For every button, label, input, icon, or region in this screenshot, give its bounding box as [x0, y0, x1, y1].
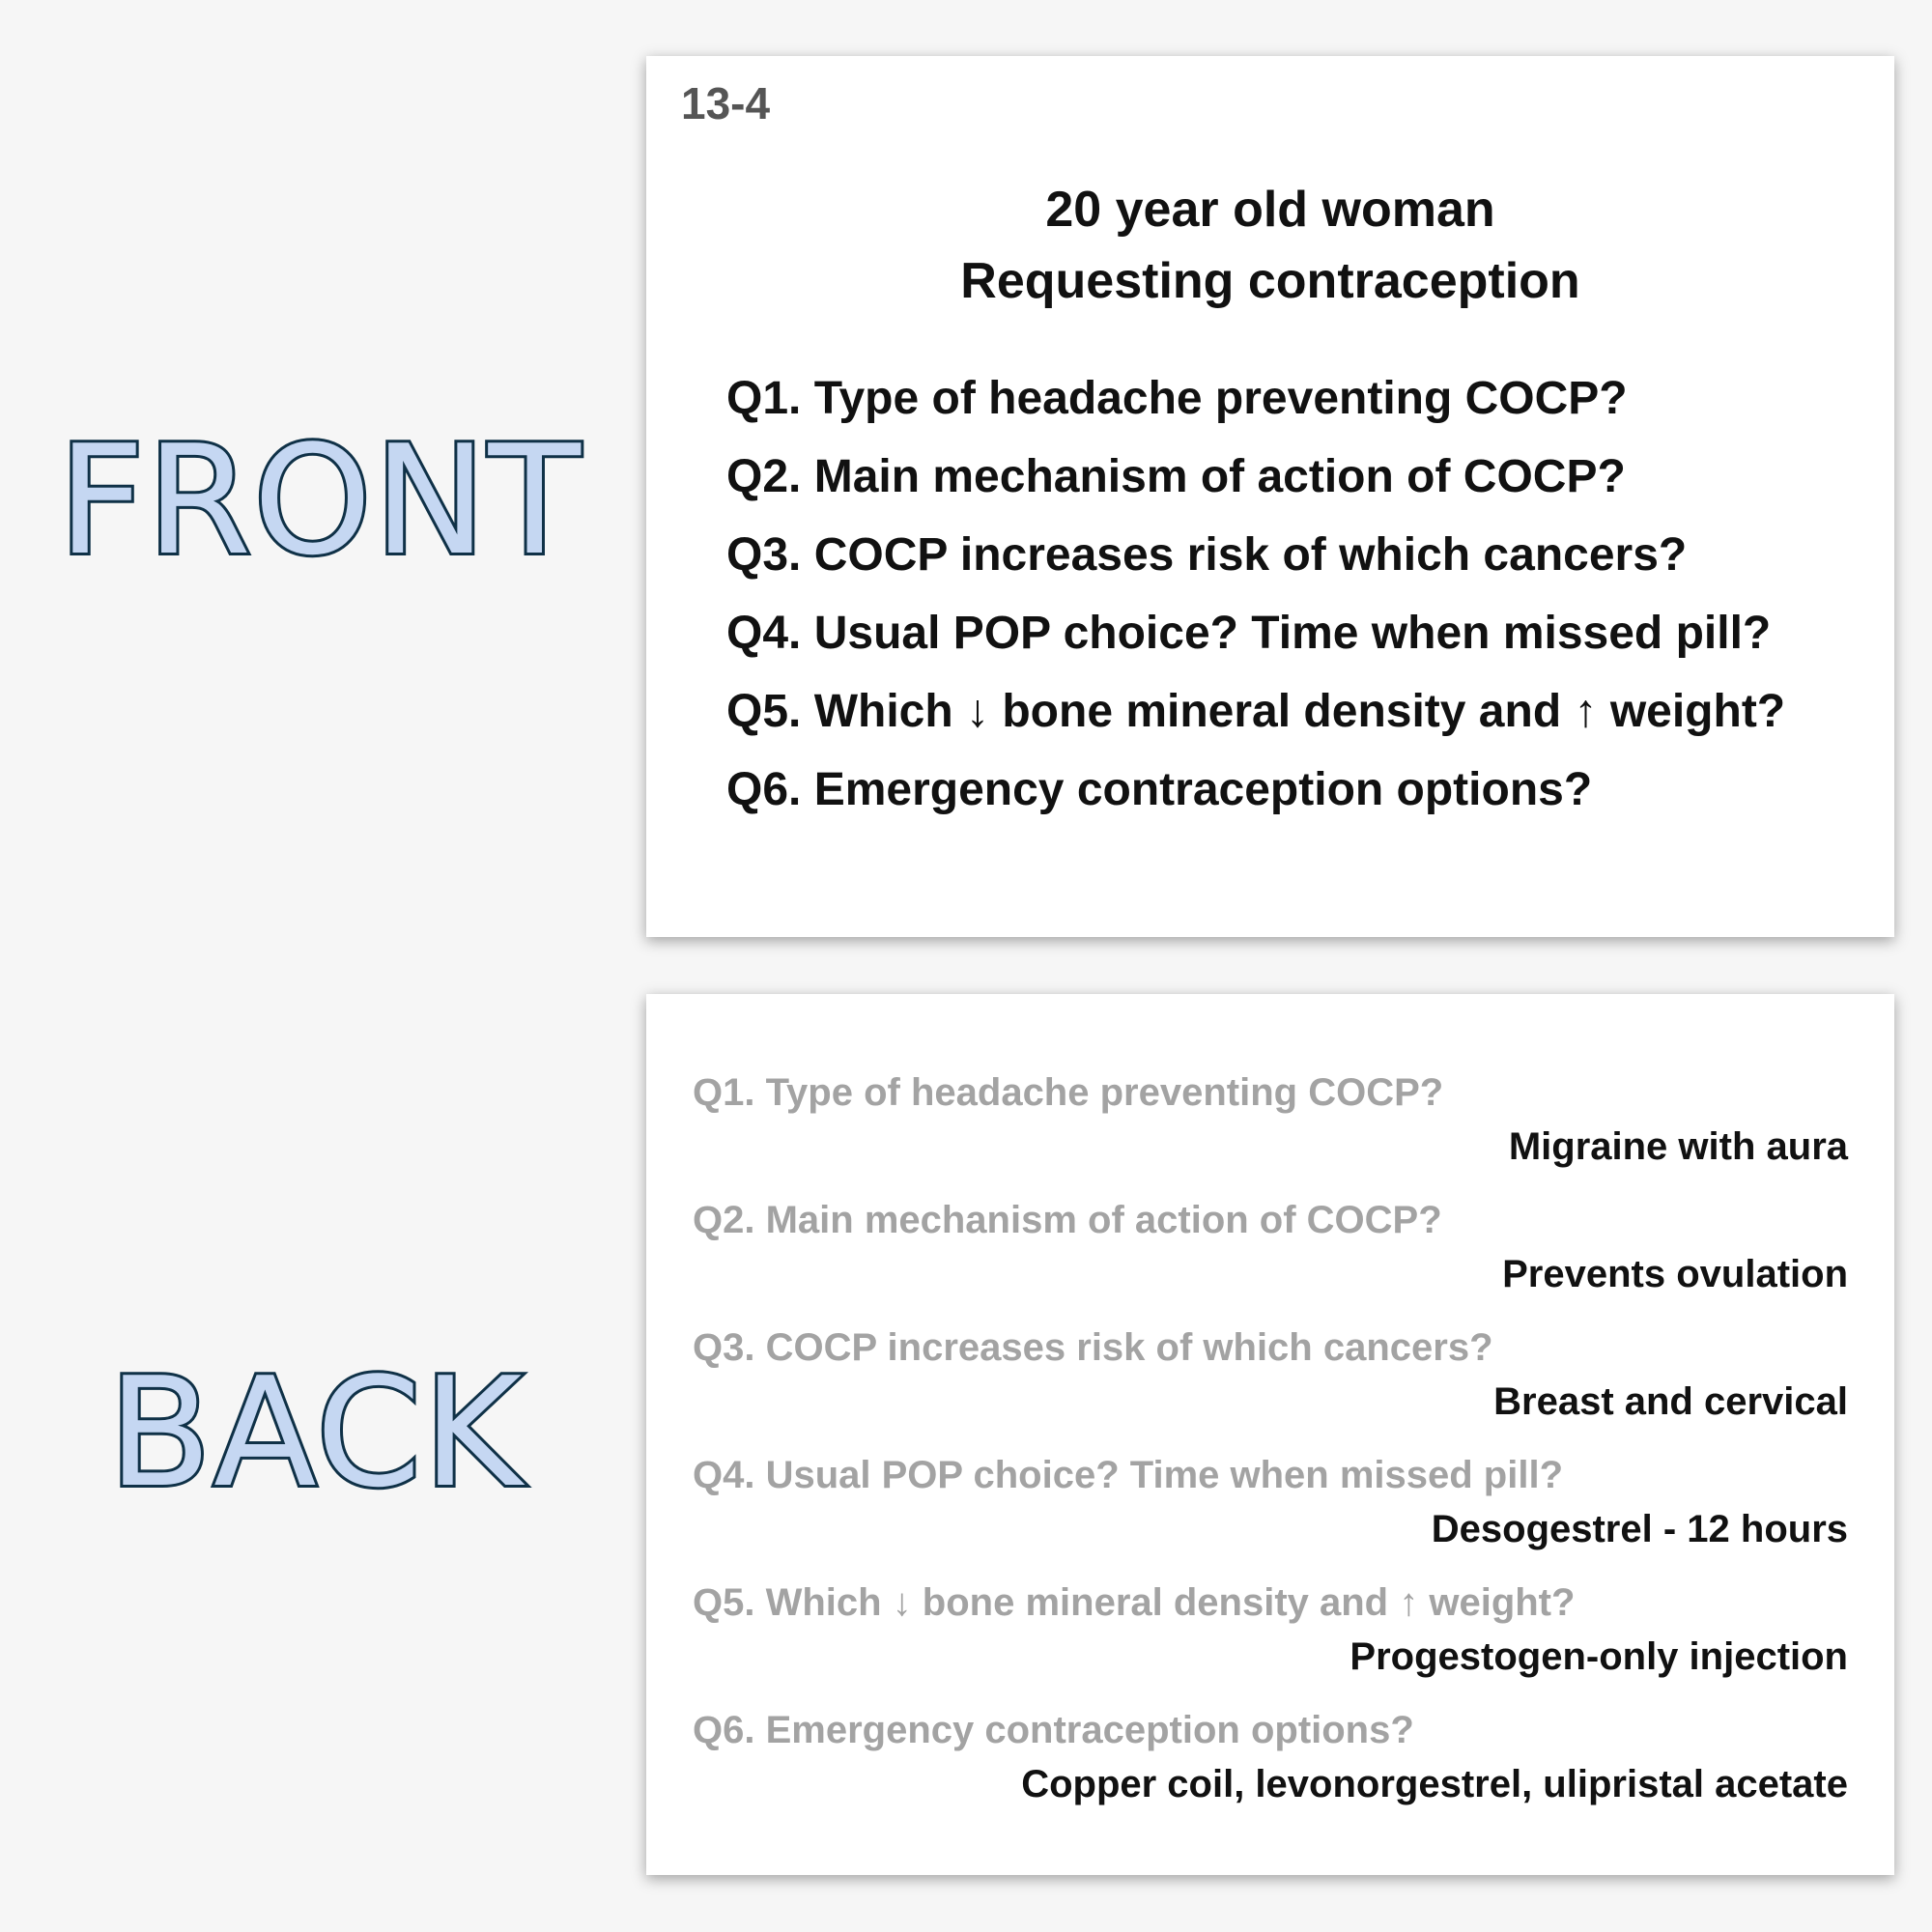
back-answer-5: Progestogen-only injection	[1350, 1635, 1848, 1678]
front-question-4: Q4. Usual POP choice? Time when missed pill?	[726, 608, 1772, 659]
back-item-6	[693, 1703, 1848, 1831]
back-item-2	[693, 1193, 1848, 1321]
back-answer-2: Prevents ovulation	[1502, 1253, 1848, 1295]
back-answer-4: Desogestrel - 12 hours	[1431, 1508, 1848, 1550]
back-label: BACK	[108, 1345, 525, 1520]
back-question-6: Q6. Emergency contraception options?	[693, 1709, 1414, 1751]
back-card	[646, 994, 1894, 1875]
back-item-4	[693, 1448, 1848, 1576]
back-item-1	[693, 1065, 1848, 1193]
heading-line-1: 20 year old woman	[1045, 182, 1495, 238]
back-item-5	[693, 1576, 1848, 1703]
front-label: FRONT	[58, 412, 582, 588]
back-question-1: Q1. Type of headache preventing COCP?	[693, 1071, 1444, 1114]
back-answer-3: Breast and cervical	[1493, 1380, 1848, 1423]
heading-line-2: Requesting contraception	[960, 253, 1580, 309]
card-heading	[646, 174, 1894, 317]
front-question-list	[726, 359, 1785, 829]
card-code: 13-4	[681, 78, 771, 128]
front-question-3: Q3. COCP increases risk of which cancers?	[726, 529, 1688, 581]
back-answer-6: Copper coil, levonorgestrel, ulipristal acetate	[1021, 1763, 1848, 1805]
back-answer-1: Migraine with aura	[1508, 1125, 1848, 1168]
back-question-5: Q5. Which ↓ bone mineral density and ↑ weight?	[693, 1581, 1576, 1624]
back-answer-list	[693, 1065, 1848, 1831]
back-question-3: Q3. COCP increases risk of which cancers?	[693, 1326, 1493, 1369]
front-question-1: Q1. Type of headache preventing COCP?	[726, 373, 1628, 424]
front-question-2: Q2. Main mechanism of action of COCP?	[726, 451, 1626, 502]
back-question-2: Q2. Main mechanism of action of COCP?	[693, 1199, 1442, 1241]
front-card	[646, 56, 1894, 937]
back-item-3	[693, 1321, 1848, 1448]
front-question-6: Q6. Emergency contraception options?	[726, 764, 1593, 815]
front-question-5: Q5. Which ↓ bone mineral density and ↑ weight?	[726, 686, 1786, 737]
back-question-4: Q4. Usual POP choice? Time when missed pill?	[693, 1454, 1564, 1496]
